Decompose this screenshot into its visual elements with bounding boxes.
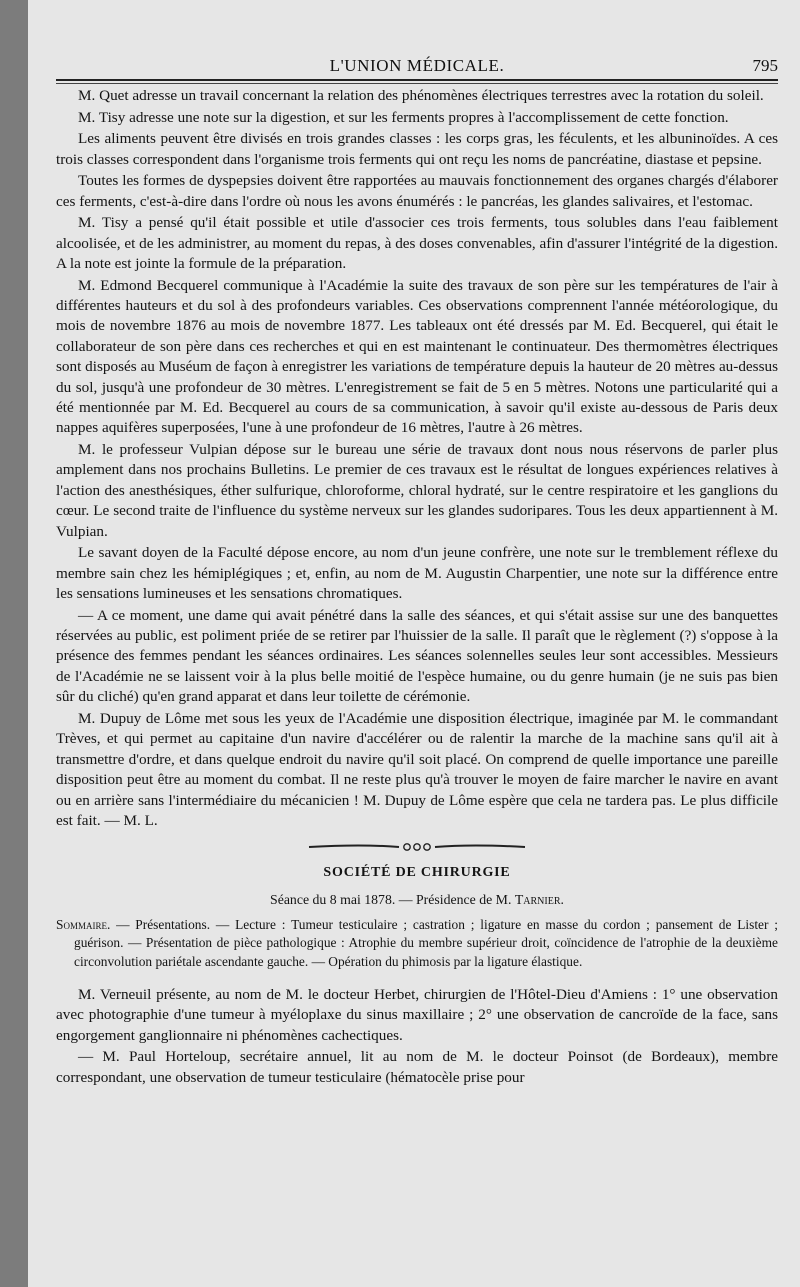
paragraph: — M. Paul Horteloup, secrétaire annuel, lit au nom de M. le docteur Poinsot (de Bordeaux), membre correspondant, une observation de tumeur testiculaire (hématocèle prise pour — [56, 1048, 778, 1086]
paragraph: M. le professeur Vulpian dépose sur le bureau une série de travaux dont nous nous réservons de parler plus amplement dans nos prochains Bulletins. Le premier de ces travaux est le résultat de longues expériences relatives à l'action des anesthésiques, éther sulfurique, chloroforme, chloral hydraté, sur le centre respiratoire et les ganglions du cœur. Le second traite de l'influence du système nerveux sur les glandes sudoripares. Tous les deux appartiennent à M. Vulpian. — [56, 441, 778, 540]
ornament-rule-icon — [307, 841, 527, 853]
session-date: Séance du 8 mai 1878. — Présidence de M. — [270, 891, 515, 907]
paragraph: Le savant doyen de la Faculté dépose encore, au nom d'un jeune confrère, une note sur le tremblement réflexe du membre sain chez les hémiplégiques ; et, enfin, au nom de M. Augustin Charpentier, une note sur la différence entre les sensations lumineuses et les sensations chromatiques. — [56, 544, 778, 603]
journal-title: L'UNION MÉDICALE. — [329, 56, 505, 75]
ornament-separator — [56, 837, 778, 857]
page-number: 795 — [752, 56, 778, 75]
paragraph: M. Quet adresse un travail concernant la relation des phénomènes électriques terrestres avec la rotation du soleil. — [78, 87, 764, 104]
paragraph: M. Verneuil présente, au nom de M. le docteur Herbet, chirurgien de l'Hôtel-Dieu d'Amiens : 1° une observation avec photographie d'une tumeur à myéloplaxe du sinus maxillaire ; 2° une observation de cancroïde de la face, sans engorgement ganglionnaire ni phénomènes cachectiques. — [56, 985, 778, 1044]
session-president: Tarnier. — [514, 891, 564, 907]
header-rule — [56, 79, 778, 81]
page — [28, 0, 800, 1287]
section-title: SOCIÉTÉ DE CHIRURGIE — [323, 865, 511, 881]
summary-label: Sommaire. — [56, 917, 111, 933]
paragraph: — A ce moment, une dame qui avait pénétré dans la salle des séances, et qui s'était assise sur une des banquettes réservées au public, est poliment priée de se retirer par l'huissier de la salle. Il paraît que le règlement (?) s'oppose à la présence des femmes pendant les séances ordinaires. Les séances solennelles seules leur sont accessibles. Messieurs de l'Académie ne se laissent voir à la plus belle moitié de l'espèce humaine, ou du genre humain (je ne suis pas bien sûr du cliché) qu'en grand apparat et dans leur toilette de cérémonie. — [56, 606, 778, 706]
paragraph: M. Dupuy de Lôme met sous les yeux de l'Académie une disposition électrique, imaginée par M. le commandant Trèves, et qui permet au capitaine d'un navire d'accélérer ou de ralentir la marche de la machine sans qu'il ait à transmettre d'ordre, et dans quelque endroit du navire qu'il soit placé. On comprend de quelle importance une pareille disposition peut être au moment du combat. Il ne reste plus qu'à trouver le moyen de faire marcher le navire en avant ou en arrière sans l'intermédiaire du mécanicien ! M. Dupuy de Lôme espère que cela ne tardera pas. Le plus difficile est fait. — M. L. — [56, 709, 778, 829]
paragraph: M. Tisy a pensé qu'il était possible et utile d'associer ces trois ferments, tous solubles dans l'eau faiblement alcoolisée, et de les administrer, au moment du repas, à des doses convenables, afin d'assurer l'intégrité de la digestion. A la note est jointe la formule de la préparation. — [56, 214, 778, 272]
paragraph: M. Edmond Becquerel communique à l'Académie la suite des travaux de son père sur les températures de l'air à différentes hauteurs et du sol à des profondeurs variables. Ces observations comprennent l'année météorologique, du mois de novembre 1876 au mois de novembre 1877. Les tableaux ont été dressés par M. Ed. Becquerel, qui était le collaborateur de son père dans ces recherches et qui en est maintenant le continuateur. Des thermomètres électriques sont disposés au Muséum de façon à enregistrer les variations de température depuis la hauteur de 20 mètres au-dessus du sol, jusqu'à une profondeur de 30 mètres. L'enregistrement se fait de 5 en 5 mètres. Notons une particularité qui a été mentionnée par M. Ed. Becquerel au cours de sa communication, à savoir qu'il existe au-dessous de Paris deux nappes aquifères superposées, l'une à une profondeur de 16 mètres, l'autre à 26 mètres. — [56, 276, 778, 437]
page-header — [56, 46, 778, 76]
article-body — [56, 86, 778, 1089]
session-summary — [56, 916, 778, 971]
paragraph: Les aliments peuvent être divisés en trois grandes classes : les corps gras, les féculents, et les albuninoïdes. A ces trois classes correspondent dans l'organisme trois ferments qui ont reçu les noms de pancréatine, diastase et pepsine. — [56, 130, 778, 168]
paragraph: Toutes les formes de dyspepsies doivent être rapportées au mauvais fonctionnement des organes chargés d'élaborer ces ferments, c'est-à-dire dans l'ordre où nous les avons énumérés : le pancréas, les glandes salivaires, et l'estomac. — [56, 172, 778, 210]
summary-text: — Présentations. — Lecture : Tumeur testiculaire ; castration ; ligature en masse du cordon ; pansement de Lister ; guérison. — Présentation de pièce pathologique : Atrophie du membre supérieur droit, coïncidence de l'atrophie de la deuxième circonvolution pariétale ascendante gauche. — Opération du phimosis par la ligature élastique. — [74, 917, 778, 969]
session-line — [56, 890, 778, 910]
paragraph: M. Tisy adresse une note sur la digestion, et sur les ferments propres à l'accomplissement de cette fonction. — [78, 108, 729, 126]
